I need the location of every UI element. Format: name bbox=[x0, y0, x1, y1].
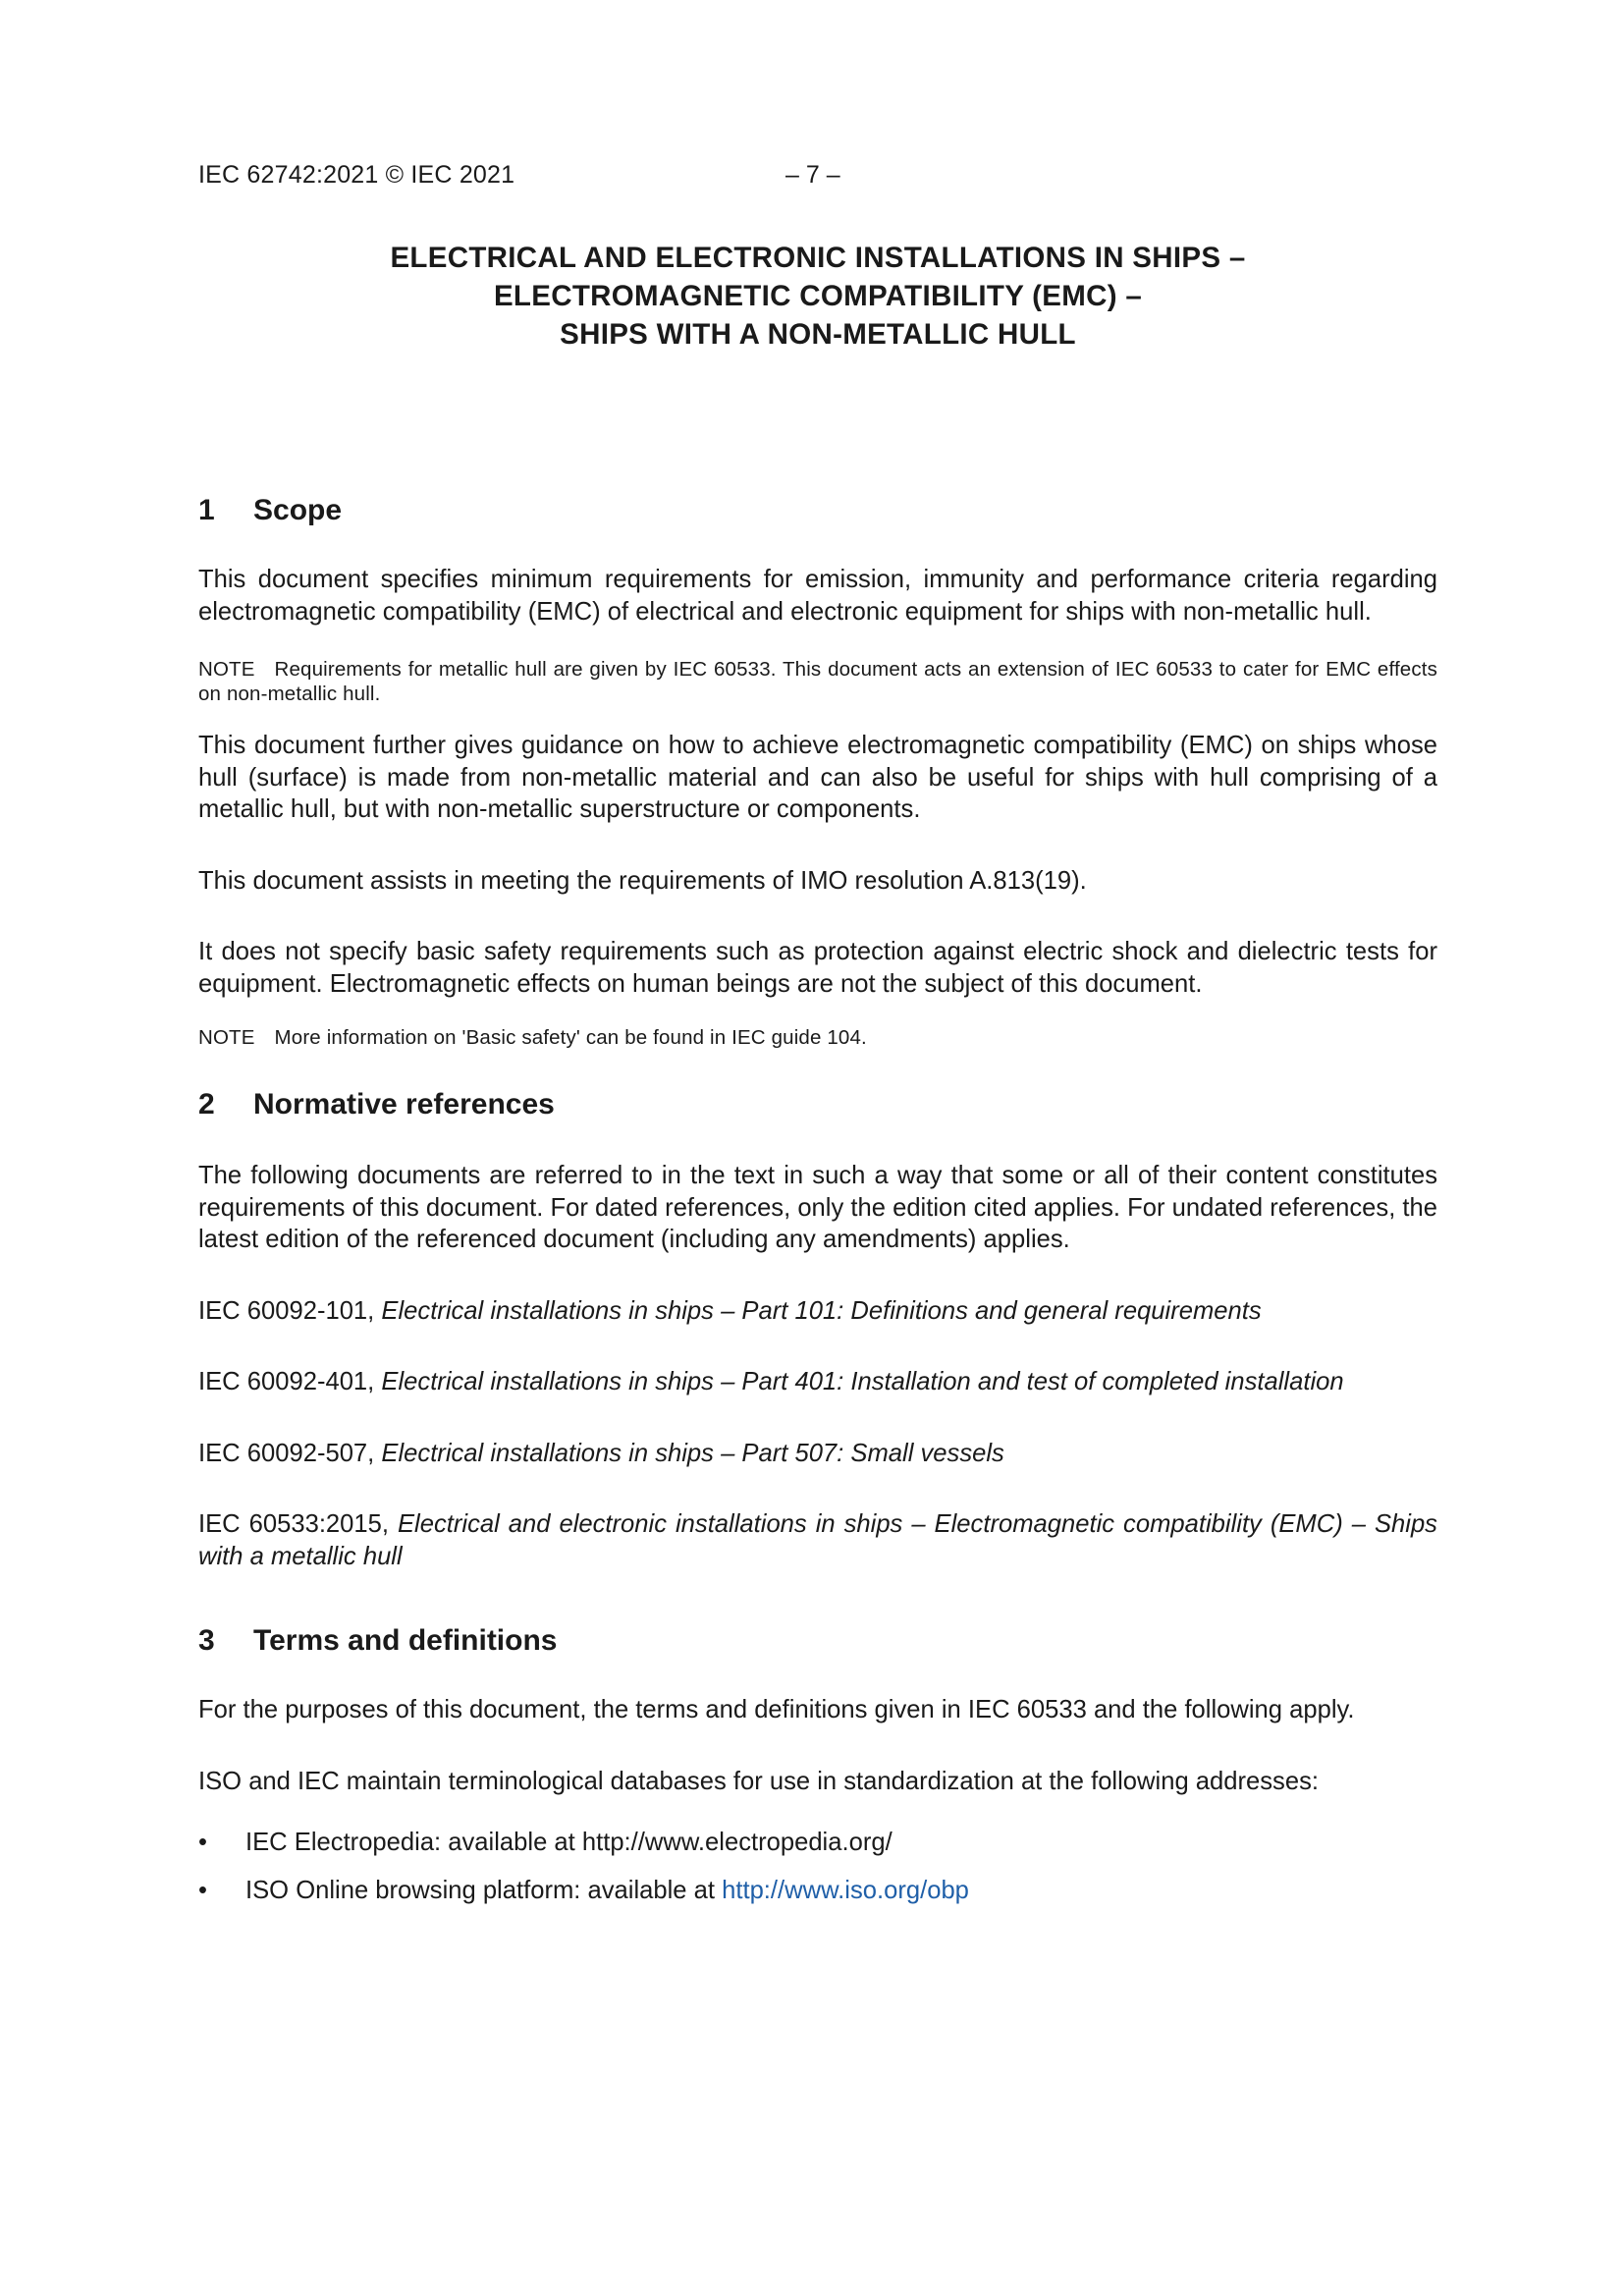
note-text: More information on 'Basic safety' can be found in IEC guide 104. bbox=[274, 1026, 867, 1049]
reference-item bbox=[198, 1295, 1437, 1328]
terms-paragraph-2: ISO and IEC maintain terminological databases for use in standardization at the following addresses: bbox=[198, 1767, 1319, 1795]
reference-title: Electrical installations in ships – Part 101: Definitions and general requirements bbox=[381, 1296, 1262, 1325]
reference-item bbox=[198, 1438, 1437, 1470]
document-title bbox=[198, 239, 1437, 354]
page-number: – 7 – bbox=[785, 161, 840, 189]
scope-paragraph-3: This document assists in meeting the requirements of IMO resolution A.813(19). bbox=[198, 866, 1087, 895]
reference-title: Electrical installations in ships – Part 507: Small vessels bbox=[381, 1439, 1004, 1467]
section-heading-normative-references bbox=[198, 1085, 1437, 1124]
database-list bbox=[198, 1827, 1437, 1906]
section-title: Normative references bbox=[253, 1088, 555, 1121]
reference-item bbox=[198, 1508, 1437, 1572]
list-item bbox=[198, 1827, 1437, 1859]
reference-id: IEC 60533:2015, bbox=[198, 1510, 389, 1538]
scope-note-2 bbox=[198, 1025, 1437, 1050]
note-text: Requirements for metallic hull are given by IEC 60533. This document acts an extension of IEC 60533 to cater for EMC effects on non-metallic hull. bbox=[198, 658, 1437, 705]
running-header: IEC 62742:2021 © IEC 2021 bbox=[198, 161, 515, 189]
list-item bbox=[198, 1875, 1437, 1907]
reference-id: IEC 60092-401, bbox=[198, 1368, 375, 1395]
section-number: 2 bbox=[198, 1088, 215, 1121]
reference-title: Electrical and electronic installations in ships – Electromagnetic compatibility (EMC) – Ships with a metallic hull bbox=[198, 1510, 1437, 1570]
scope-note-1 bbox=[198, 657, 1437, 706]
scope-paragraph-4: It does not specify basic safety requirements such as protection against electric shock and dielectric tests for equipment. Electromagnetic effects on human beings are not the subject of this document. bbox=[198, 938, 1437, 998]
normative-paragraph-1: The following documents are referred to in the text in such a way that some or all of their content constitutes requirements of this document. For dated references, only the edition cited applies. For undated references, the latest edition of the referenced document (including any amendments) applies. bbox=[198, 1162, 1437, 1253]
bullet-icon: • bbox=[198, 1829, 207, 1856]
list-item-text: ISO Online browsing platform: available at bbox=[245, 1876, 723, 1904]
reference-title: Electrical installations in ships – Part 401: Installation and test of completed installation bbox=[381, 1368, 1344, 1395]
reference-item bbox=[198, 1366, 1437, 1398]
title-line-1: ELECTRICAL AND ELECTRONIC INSTALLATIONS IN SHIPS – bbox=[390, 242, 1246, 274]
title-line-2: ELECTROMAGNETIC COMPATIBILITY (EMC) – bbox=[493, 280, 1143, 312]
section-heading-scope bbox=[198, 491, 1437, 530]
section-number: 1 bbox=[198, 494, 215, 526]
title-line-3: SHIPS WITH A NON-METALLIC HULL bbox=[560, 318, 1076, 351]
iso-obp-link[interactable]: http://www.iso.org/obp bbox=[722, 1876, 969, 1904]
document-body bbox=[198, 491, 1437, 1906]
scope-paragraph-1: This document specifies minimum requirements for emission, immunity and performance criteria regarding electromagnetic compatibility (EMC) of electrical and electronic equipment for ships with non-metallic hull. bbox=[198, 566, 1437, 626]
section-heading-terms-and-definitions bbox=[198, 1621, 1437, 1661]
reference-id: IEC 60092-101, bbox=[198, 1296, 375, 1325]
terms-paragraph-1: For the purposes of this document, the terms and definitions given in IEC 60533 and the following apply. bbox=[198, 1696, 1355, 1723]
scope-paragraph-2: This document further gives guidance on how to achieve electromagnetic compatibility (EMC) on ships whose hull (surface) is made from non-metallic material and can also be useful for ships with hull comprising of a metallic hull, but with non-metallic superstructure or components. bbox=[198, 732, 1437, 823]
note-label: NOTE bbox=[198, 658, 255, 681]
note-label: NOTE bbox=[198, 1026, 255, 1049]
reference-id: IEC 60092-507, bbox=[198, 1439, 375, 1467]
section-title: Terms and definitions bbox=[253, 1624, 558, 1657]
bullet-icon: • bbox=[198, 1876, 207, 1904]
section-number: 3 bbox=[198, 1624, 215, 1657]
list-item-text: IEC Electropedia: available at http://www.electropedia.org/ bbox=[245, 1829, 893, 1856]
section-title: Scope bbox=[253, 494, 343, 526]
